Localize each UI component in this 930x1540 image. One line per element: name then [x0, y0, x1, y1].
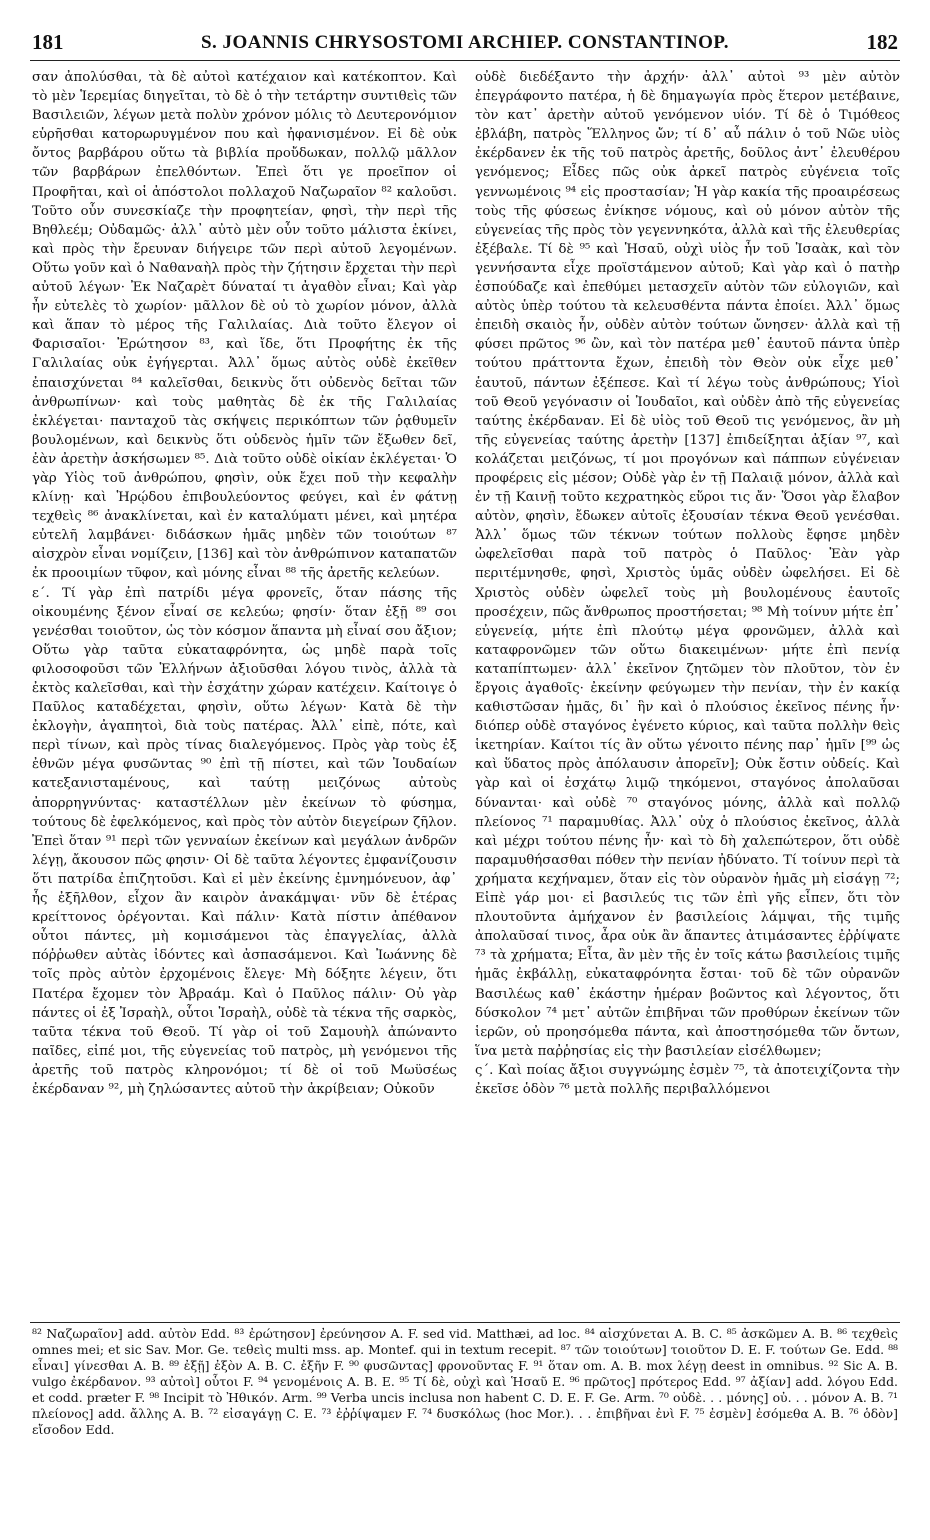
paragraph: ε΄. Τί γὰρ ἐπὶ πατρίδι μέγα φρονεῖς, ὅταν πάσης τῆς οἰκουμένης ξένον εἶναί σε κελεύω; φησίν· ὅταν ἐξῇ ⁸⁹ σοι γενέσθαι τοιοῦτον, ὡς τὸν κόσμον ἅπαντα μὴ εἶναί σου ἄξιον; Οὕτω γὰρ ταῦτα εὐκαταφρόνητα, ὡς μηδὲ παρὰ τοῖς φιλοσοφοῦσι τῶν Ἑλλήνων ἀξιοῦσθαι λόγου τινὸς, ἀλλὰ τὰ ἐκτὸς καλεῖσθαι, καὶ τὴν ἐσχάτην χώραν κατέχειν. Καίτοιγε ὁ Παῦλος καταδέχεται, φησὶν, οὕτω λέγων· Κατὰ δὲ τὴν ἐκλογὴν, ἀγαπητοὶ, διὰ τοὺς πατέρας. Ἀλλ᾽ εἰπὲ, πότε, καὶ περὶ τίνων, καὶ πρὸς τίνας διαλεγόμενος. Πρὸς γὰρ τοὺς ἐξ ἐθνῶν μέγα φυσῶντας ⁹⁰ ἐπὶ τῇ πίστει, καὶ τῶν Ἰουδαίων κατεξανισταμένους, καὶ ταύτῃ μειζόνως αὐτοὺς ἀπορρηγνύντας· καταστέλλων μὲν ἐκείνων τὸ φύσημα, τούτους δὲ ἐφελκόμενος, καὶ πρὸς τὸν αὐτὸν διεγείρων ζῆλον. Ἐπεὶ ὅταν ⁹¹ περὶ τῶν γενναίων ἐκείνων καὶ μεγάλων ἀνδρῶν λέγῃ, ἄκουσον πῶς φησιν· Οἱ δὲ ταῦτα λέγοντες ἐμφανίζουσιν ὅτι πατρίδα ἐπιζητοῦσι. Καὶ εἰ μὲν ἐκείνης ἐμνημόνευον, ἀφ᾽ ἧς ἐξῆλθον, εἶχον ἂν καιρὸν ἀνακάμψαι· νῦν δὲ ἑτέρας κρείττονος ὀρέγονται. Καὶ πάλιν· Κατὰ πίστιν ἀπέθανον οὗτοι πάντες, μὴ κομισάμενοι τὰς ἐπαγγελίας, ἀλλὰ πόῤῥωθεν αὐτὰς ἰδόντες καὶ ἀσπασάμενοι. Καὶ Ἰωάννης δὲ τοῖς πρὸς αὐτὸν ἐρχομένοις ἔλεγε· Μὴ δόξητε λέγειν, ὅτι Πατέρα ἔχομεν τὸν Ἀβραάμ. Καὶ ὁ Παῦλος πάλιν· Οὐ γὰρ πάντες οἱ ἐξ Ἰσραὴλ, οὗτοι Ἰσραὴλ, οὐδὲ τὰ τέκνα τῆς σαρκὸς, ταῦτα τέκνα τοῦ Θεοῦ. Τί γὰρ οἱ τοῦ Σαμουὴλ ἀπώναντο παῖδες, εἰπέ μοι, τῆς εὐγενείας τοῦ πατρὸς, μὴ γενόμενοι τῆς ἀρετῆς τοῦ πατρὸς κληρονόμοι; τί δὲ οἱ τοῦ Μωϋσέως ἐκέρδαναν ⁹², μὴ ζηλώσαντες αὐτοῦ τὴν ἀκρίβειαν; Οὐκοῦν	[32, 585, 457, 1097]
footnote-rule	[30, 1322, 900, 1323]
paragraph: ς΄. Καὶ ποίας ἄξιοι συγγνώμης ἐσμὲν ⁷⁵, τὰ ἀποτειχίζοντα τὴν ἐκεῖσε ὁδὸν ⁷⁶ μετὰ πολλῆς περιβαλλόμενοι	[475, 1062, 900, 1097]
running-header	[32, 30, 898, 58]
paragraph: σαν ἀπολύσθαι, τὰ δὲ αὐτοὶ κατέχαιον καὶ κατέκοπτον. Καὶ τὸ μὲν Ἱερεμίας διηγεῖται, τὸ δὲ ὁ τὴν τετάρτην συντιθεὶς τῶν Βασιλειῶν, λέγων μετὰ πολὺν χρόνον μόλις τὸ Δευτερονόμιον εὑρῆσθαι κατορωρυγμένον που καὶ ἠφανισμένον. Εἰ δὲ οὐκ ὄντος βαρβάρου οὕτω τὰ βιβλία προὔδωκαν, πολλῷ μᾶλλον τῶν βαρβάρων ἐπελθόντων. Ἐπεὶ ὅτι γε προεῖπον οἱ Προφῆται, καὶ οἱ ἀπόστολοι πολλαχοῦ Ναζωραῖον ⁸² καλοῦσι. Τοῦτο οὖν συνεσκίαζε τὴν προφητείαν, φησὶ, τὴν περὶ τῆς Βηθλεέμ; Οὐδαμῶς· ἀλλ᾽ αὐτὸ μὲν οὖν τοῦτο μάλιστα ἐκίνει, καὶ πρὸς τὴν ἔρευναν διήγειρε τῶν περὶ αὐτοῦ λεγομένων. Οὕτω γοῦν καὶ ὁ Ναθαναὴλ πρὸς τὴν ζήτησιν ἔρχεται τὴν περὶ αὐτοῦ λέγων· Ἐκ Ναζαρὲτ δύναταί τι ἀγαθὸν εἶναι; Καὶ γὰρ ἦν εὐτελὲς τὸ χωρίον· μᾶλλον δὲ οὐ τὸ χωρίον μόνον, ἀλλὰ καὶ ἅπαν τὸ μέρος τῆς Γαλιλαίας. Διὰ τοῦτο ἔλεγον οἱ Φαρισαῖοι· Ἐρώτησον ⁸³, καὶ ἴδε, ὅτι Προφήτης ἐκ τῆς Γαλιλαίας οὐκ ἐγήγερται. Ἀλλ᾽ ὅμως αὐτὸς οὐδὲ ἐκεῖθεν ἐπαισχύνεται ⁸⁴ καλεῖσθαι, δεικνὺς ὅτι οὐδενὸς δεῖται τῶν ἀνθρωπίνων· καὶ τοὺς μαθητὰς δὲ ἐκ τῆς Γαλιλαίας ἐκλέγεται· πανταχοῦ τὰς σκήψεις περικόπτων τῶν ῥᾳθυμεῖν βουλομένων, καὶ δεικνὺς ὅτι οὐδενὸς ἡμῖν τῶν ἔξωθεν δεῖ, ἐὰν ἀρετὴν ἀσκήσωμεν ⁸⁵. Διὰ τοῦτο οὐδὲ οἰκίαν ἐκλέγεται· Ὁ γὰρ Υἱὸς τοῦ ἀνθρώπου, φησὶν, οὐκ ἔχει ποῦ τὴν κεφαλὴν κλίνῃ· καὶ Ἡρῴδου ἐπιβουλεύοντος φεύγει, καὶ ἐν φάτνῃ τεχθεὶς ⁸⁶ ἀνακλίνεται, καὶ ἐν καταλύματι μένει, καὶ μητέρα εὐτελῆ λαμβάνει· διδάσκων ἡμᾶς μηδὲν τῶν τοιούτων ⁸⁷ αἰσχρὸν εἶναι νομίζειν, [136] καὶ τὸν ἀνθρώπινον καταπατῶν ἐκ προοιμίων τῦφον, καὶ μόνης εἶναι ⁸⁸ τῆς ἀρετῆς κελεύων.	[32, 70, 457, 582]
left-column	[32, 68, 457, 1320]
paragraph: οὐδὲ διεδέξαντο τὴν ἀρχήν· ἀλλ᾽ αὐτοὶ ⁹³ μὲν αὐτὸν ἐπεγράφοντο πατέρα, ἡ δὲ δημαγωγία πρὸς ἕτερον μετέβαινε, τὸν κατ᾽ ἀρετὴν αὐτοῦ γενόμενον υἱόν. Τί δὲ ὁ Τιμόθεος ἐβλάβη, πατρὸς Ἕλληνος ὤν; τί δ᾽ αὖ πάλιν ὁ τοῦ Νῶε υἱὸς ἐκέρδανεν ἐκ τῆς τοῦ πατρὸς ἀρετῆς, δοῦλος ἀντ᾽ ἐλευθέρου γενόμενος; Εἶδες πῶς οὐκ ἀρκεῖ πατρὸς εὐγένεια τοῖς γεννωμένοις ⁹⁴ εἰς προστασίαν; Ἡ γὰρ κακία τῆς προαιρέσεως τοὺς τῆς φύσεως ἐνίκησε νόμους, καὶ οὐ μόνον αὐτὸν τῆς εὐγενείας τῆς πρὸς τὸν γεγεννηκότα, ἀλλὰ καὶ τῆς ἐλευθερίας ἐξέβαλε. Τί δὲ ⁹⁵ καὶ Ἡσαῦ, οὐχὶ υἱὸς ἦν τοῦ Ἰσαὰκ, καὶ τὸν γεννήσαντα εἶχε προϊστάμενον αὐτοῦ; Καὶ γὰρ καὶ ὁ πατὴρ ἐσπούδαζε καὶ ἐπεθύμει μετασχεῖν αὐτὸν τῶν εὐλογιῶν, καὶ αὐτὸς ὑπὲρ τούτου τὰ κελευσθέντα πάντα ἐποίει. Ἀλλ᾽ ὅμως ἐπειδὴ σκαιὸς ἦν, οὐδὲν αὐτὸν τούτων ὤνησεν· ἀλλὰ καὶ τῇ φύσει πρῶτος ⁹⁶ ὢν, καὶ τὸν πατέρα μεθ᾽ ἑαυτοῦ πάντα ὑπὲρ τούτου πράττοντα ἔχων, ἐπειδὴ τὸν Θεὸν οὐκ εἶχε μεθ᾽ ἑαυτοῦ, πάντων ἐξέπεσε. Καὶ τί λέγω τοὺς ἀνθρώπους; Υἱοὶ τοῦ Θεοῦ γεγόνασιν οἱ Ἰουδαῖοι, καὶ οὐδὲν ἀπὸ τῆς εὐγενείας ταύτης ἐκέρδαναν. Εἰ δὲ υἱὸς τοῦ Θεοῦ τις γενόμενος, ἂν μὴ τῆς εὐγενείας ταύτης ἀρετὴν [137] ἐπιδείξηται ἀξίαν ⁹⁷, καὶ κολάζεται μειζόνως, τί μοι προγόνων καὶ πάππων εὐγένειαν προφέρεις εἰς μέσον; Οὐδὲ γὰρ ἐν τῇ Παλαιᾷ μόνον, ἀλλὰ καὶ ἐν τῇ Καινῇ τοῦτο κεχρατηκὸς εὕροι τις ἄν· Ὅσοι γὰρ ἔλαβον αὐτὸν, φησὶν, ἔδωκεν αὐτοῖς ἐξουσίαν τέκνα Θεοῦ γενέσθαι. Ἀλλ᾽ ὅμως τῶν τέκνων τούτων πολλοὺς ἔφησε μηδὲν ὠφελεῖσθαι παρὰ τοῦ πατρὸς ὁ Παῦλος· Ἐὰν γὰρ περιτέμνησθε, φησὶ, Χριστὸς ὑμᾶς οὐδὲν ὠφελήσει. Εἰ δὲ Χριστὸς οὐδὲν ὠφελεῖ τοὺς μὴ βουλομένους ἑαυτοῖς προσέχειν, πῶς ἄνθρωπος προστήσεται; ⁹⁸ Μὴ τοίνυν μήτε ἐπ᾽ εὐγενείᾳ, μήτε ἐπὶ πλούτῳ μέγα φρονῶμεν, ἀλλὰ καὶ καταφρονῶμεν τῶν οὕτω διακειμένων· μήτε ἐπὶ πενίᾳ καταπίπτωμεν· ἀλλ᾽ ἐκεῖνον ζητῶμεν τὸν πλοῦτον, τὸν ἐν ἔργοις ἀγαθοῖς· ἐκείνην φεύγωμεν τὴν πενίαν, τὴν ἐν κακίᾳ καθιστῶσαν ἡμᾶς, δι᾽ ἣν καὶ ὁ πλούσιος ἐκεῖνος πένης ἦν· διόπερ οὐδὲ σταγόνος ἐγένετο κύριος, καὶ ταῦτα πολλὴν θεὶς ἱκετηρίαν. Καίτοι τίς ἂν οὕτω γένοιτο πένης παρ᾽ ἡμῖν [⁹⁹ ὡς καὶ ὕδατος πρὸς ἀπόλαυσιν ἀπορεῖν]; Οὐκ ἔστιν οὐδείς. Καὶ γὰρ καὶ οἱ ἐσχάτῳ λιμῷ τηκόμενοι, σταγόνος ἀπολαῦσαι δύνανται· καὶ οὐδὲ ⁷⁰ σταγόνος μόνης, ἀλλὰ καὶ πολλῷ πλείονος ⁷¹ παραμυθίας. Ἀλλ᾽ οὐχ ὁ πλούσιος ἐκεῖνος, ἀλλὰ καὶ μέχρι τούτου πένης ἦν· καὶ τὸ δὴ χαλεπώτερον, ὅτι οὐδὲ παραμυθήσασθαι πόθεν τὴν πενίαν ἠδύνατο. Τί τοίνυν περὶ τὰ χρήματα κεχήναμεν, ὅταν εἰς τὸν οὐρανὸν ἡμᾶς μὴ εἰσάγῃ ⁷²; Εἰπὲ γάρ μοι· εἰ βασιλεύς τις τῶν ἐπὶ γῆς εἶπεν, ὅτι τὸν πλουτοῦντα ἀμήχανον ἐν βασιλείοις λάμψαι, τῆς τιμῆς ἀπολαῦσαί τινος, ἆρα οὐκ ἂν ἅπαντες ἀτιμάσαντες ἐῤῥίψατε ⁷³ τὰ χρήματα; Εἶτα, ἂν μὲν τῆς ἐν τοῖς κάτω βασιλείοις τιμῆς ἡμᾶς ἐκβάλλῃ, εὐκαταφρόνητα ἔσται· τοῦ δὲ τῶν οὐρανῶν Βασιλέως καθ᾽ ἑκάστην ἡμέραν βοῶντος καὶ λέγοντος, ὅτι δύσκολον ⁷⁴ μετ᾽ αὐτῶν ἐπιβῆναι τῶν προθύρων ἐκείνων τῶν ἱερῶν, οὐ προησόμεθα πάντα, καὶ ἀποστησόμεθα τῶν ὄντων, ἵνα μετὰ παῤῥησίας εἰς τὴν βασιλείαν εἰσέλθωμεν;	[475, 70, 900, 1059]
right-column	[475, 68, 900, 1320]
footnote-text: ⁸² Ναζωραῖον] add. αὐτὸν Edd. ⁸³ ἐρώτησον] ἐρεύνησον A. F. sed vid. Matthæi, ad loc. ⁸⁴ αἰσχύνεται A. B. C. ⁸⁵ ἀσκῶμεν A. B. ⁸⁶ τεχθεὶς omnes mei; et sic Sav. Mor. Ge. τεθεὶς multi mss. ap. Montef. qui in textum recepit. ⁸⁷ τῶν τοιούτων] τοιοῦτον D. E. F. τούτων Ge. Edd. ⁸⁸ εἶναι] γίνεσθαι A. B. ⁸⁹ ἐξῇ] ἐξὸν A. B. C. ἐξῆν F. ⁹⁰ φυσῶντας] φρονοῦντας F. ⁹¹ ὅταν om. A. B. mox λέγῃ deest in omnibus. ⁹² Sic A. B. vulgo ἐκέρδανον. ⁹³ αὐτοὶ] οὗτοι F. ⁹⁴ γενομένοις A. B. E. ⁹⁵ Τί δὲ, οὐχὶ καὶ Ἡσαῦ E. ⁹⁶ πρῶτος] πρότερος Edd. ⁹⁷ ἀξίαν] add. λόγου Edd. et codd. præter F. ⁹⁸ Incipit τὸ Ἠθικόν. Arm. ⁹⁹ Verba uncis inclusa non habent C. D. E. F. Ge. Arm. ⁷⁰ οὐδὲ. . . μόνης] οὐ. . . μόνον A. B. ⁷¹ πλείονος] add. ἄλλης A. B. ⁷² εἰσαγάγῃ C. E. ⁷³ ἐῤῥίψαμεν F. ⁷⁴ δυσκόλως (hoc Mor.). . . ἐπιβῆναι ἐνὶ F. ⁷⁵ ἐσμὲν] ἐσόμεθα A. B. ⁷⁶ ὁδὸν] εἴσοδον Edd.	[32, 1326, 898, 1437]
page-number-right: 182	[866, 30, 898, 54]
footnotes	[32, 1326, 898, 1526]
running-title: S. JOANNIS CHRYSOSTOMI ARCHIEP. CONSTANTINOP.	[200, 32, 730, 53]
page-number-left: 181	[32, 30, 64, 54]
header-rule	[30, 60, 900, 61]
